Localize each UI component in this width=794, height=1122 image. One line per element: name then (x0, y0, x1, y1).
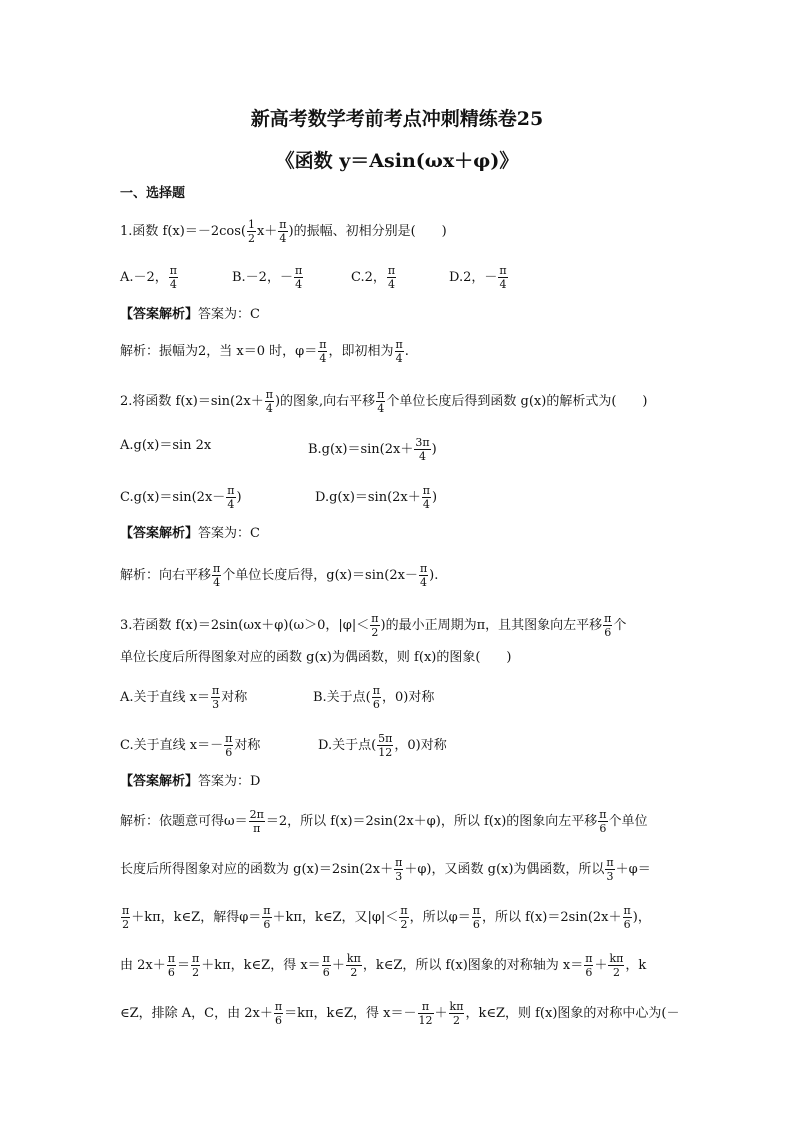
question-3-explanation-line-1: 解析：依题意可得ω＝ $\frac{2\pi}{\pi}$ ＝2，所以 f(x)＝2sin(2x＋φ)，所以 f(x)的图象向左平移 $\frac{\pi}{6}$ 个单位 (120, 808, 648, 835)
question-3-stem-line-1: 3.若函数 f(x)＝2sin(ωx＋φ)(ω＞0，|φ|＜ $\frac{\pi}{2}$ )的最小正周期为π，且其图象向左平移 $\frac{\pi}{6}$ 个 (120, 612, 627, 639)
page-subtitle: 《函数 y＝Asin(ωx＋φ)》 (275, 150, 519, 172)
question-3-answer: 【答案解析】答案为：D (120, 774, 261, 789)
section-heading: 一、选择题 (120, 186, 186, 201)
option-a: A.－2， $\frac{\pi}{4}$ (120, 264, 178, 291)
question-2-stem: 2.将函数 f(x)＝sin(2x＋ $\frac{\pi}{4}$ )的图象,向右平移 $\frac{\pi}{4}$ 个单位长度后得到函数 g(x)的解析式为( ) (120, 388, 648, 415)
option-c: C.关于直线 x＝－ $\frac{\pi}{6}$ 对称 (120, 732, 261, 759)
page-title: 新高考数学考前考点冲刺精练卷25 (250, 108, 544, 130)
option-a: A.g(x)＝sin 2x (120, 438, 212, 453)
option-b: B.－2，－ $\frac{\pi}{4}$ (232, 264, 303, 291)
option-b: B.g(x)＝sin(2x＋ $\frac{3\pi}{4}$ ) (308, 436, 437, 463)
question-2-answer: 【答案解析】答案为：C (120, 526, 260, 541)
question-2-explanation: 解析：向右平移 $\frac{\pi}{4}$ 个单位长度后得，g(x)＝sin(2x－ $\frac{\pi}{4}$ ). (120, 562, 439, 589)
option-d: D.g(x)＝sin(2x＋ $\frac{\pi}{4}$ ) (315, 484, 438, 511)
question-2-options-ab (120, 436, 540, 463)
option-d: D.关于点( $\frac{5\pi}{12}$ ，0)对称 (318, 732, 447, 759)
question-3-explanation-line-3: $\frac{\pi}{2}$ ＋kπ，k∈Z，解得φ＝ $\frac{\pi}{6}$ ＋kπ，k∈Z，又|φ|＜ $\frac{\pi}{2}$ ，所以φ＝ $\frac{\pi}{6}$ ，所以 f(x)＝2sin(2x＋ $\frac{\pi}{6}$ )， (122, 904, 651, 931)
question-3-explanation-line-4: 由 2x＋ $\frac{\pi}{6}$ ＝ $\frac{\pi}{2}$ ＋kπ，k∈Z，得 x＝ $\frac{\pi}{6}$ ＋ $\frac{k\pi}{2}$ ，k∈Z，所以 f(x)图象的对称轴为 x＝ $\frac{\pi}{6}$ ＋ $\frac{k\pi}{2}$ ，k (120, 952, 647, 979)
option-c: C.2， $\frac{\pi}{4}$ (351, 264, 396, 291)
question-2-options-cd (120, 484, 540, 511)
option-d: D.2，－ $\frac{\pi}{4}$ (449, 264, 507, 291)
option-b: B.关于点( $\frac{\pi}{6}$ ，0)对称 (313, 684, 435, 711)
question-1-answer: 【答案解析】答案为：C (120, 307, 260, 322)
option-a: A.关于直线 x＝ $\frac{\pi}{3}$ 对称 (120, 684, 248, 711)
question-3-stem-line-2: 单位长度后所得图象对应的函数 g(x)为偶函数，则 f(x)的图象( ) (120, 650, 512, 665)
question-3-options-cd (120, 732, 540, 759)
question-1-stem: 1.函数 f(x)＝－2cos( $\frac{1}{2}$ x＋ $\frac{\pi}{4}$ )的振幅、初相分别是( ) (120, 218, 447, 245)
option-c: C.g(x)＝sin(2x－ $\frac{\pi}{4}$ ) (120, 484, 242, 511)
question-3-explanation-line-5: ∈Z，排除 A，C，由 2x＋ $\frac{\pi}{6}$ ＝kπ，k∈Z，得 x＝－ $\frac{\pi}{12}$ ＋ $\frac{k\pi}{2}$ ，k∈Z，则 f(x)图象的对称中心为(－ (120, 1000, 680, 1027)
question-1-options (120, 264, 680, 291)
question-3-explanation-line-2: 长度后所得图象对应的函数为 g(x)＝2sin(2x＋ $\frac{\pi}{3}$ ＋φ)，又函数 g(x)为偶函数，所以 $\frac{\pi}{3}$ ＋φ＝ (120, 856, 651, 883)
question-1-explanation: 解析：振幅为2，当 x＝0 时，φ＝ $\frac{\pi}{4}$ ，即初相为 $\frac{\pi}{4}$ . (120, 338, 409, 365)
question-3-options-ab (120, 684, 540, 711)
